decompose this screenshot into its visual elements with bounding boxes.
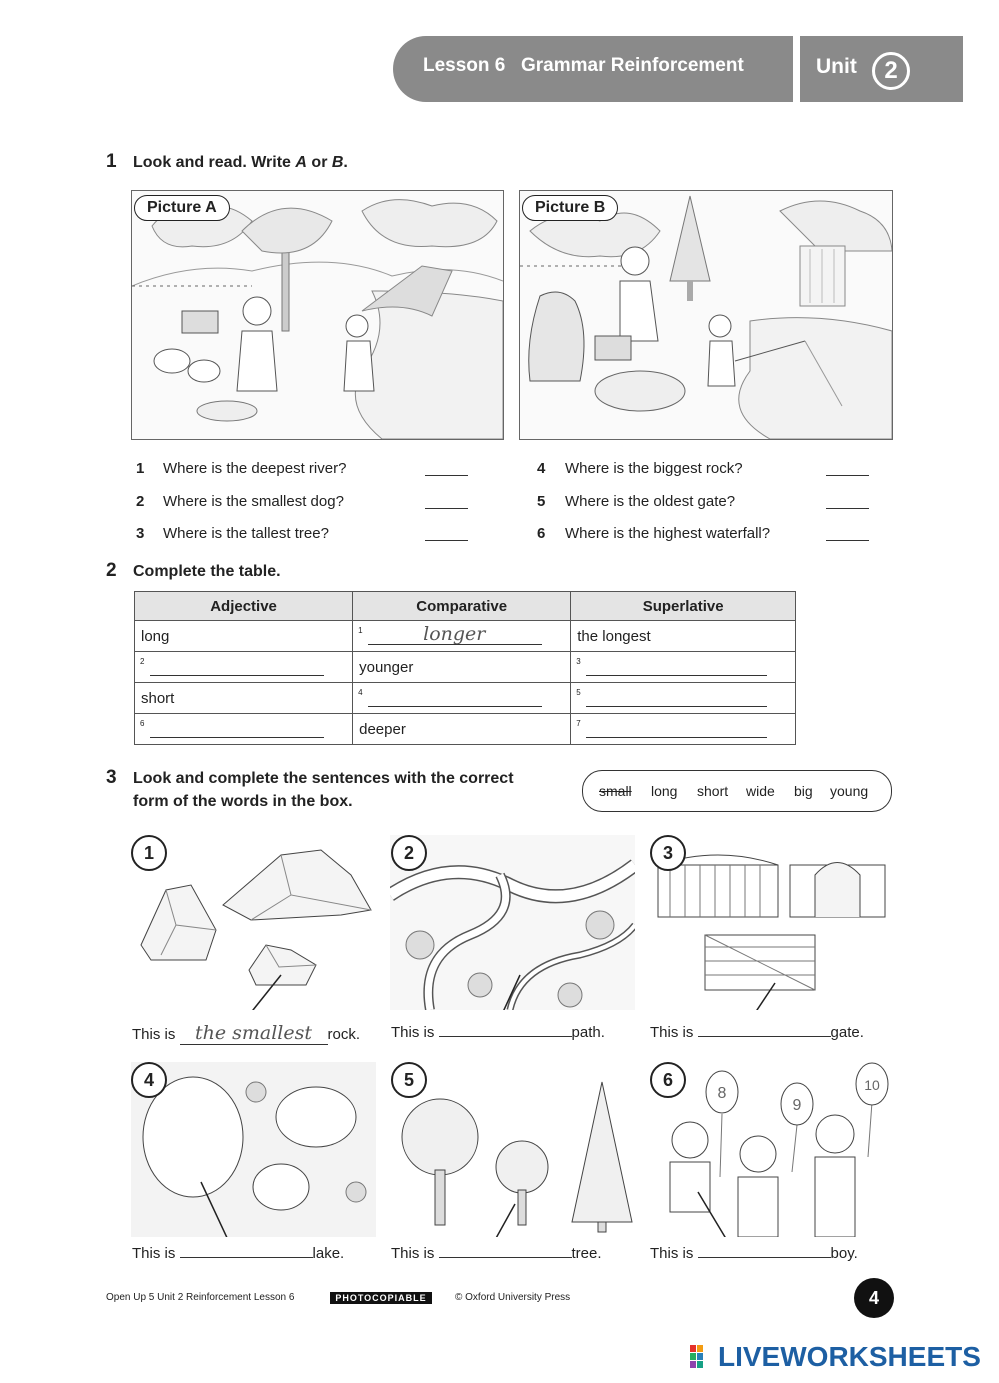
- section-2-number: 2: [106, 560, 117, 581]
- question-5-number: 5: [537, 493, 546, 510]
- lesson-number: Lesson 6: [423, 55, 506, 76]
- question-1-answer-blank[interactable]: [425, 475, 468, 476]
- example-answer: longer: [423, 623, 486, 645]
- unit-label: Unit: [816, 55, 857, 78]
- section-1-instruction: Look and read. Write A or B.: [133, 154, 348, 171]
- item-5-sentence: This is tree.: [391, 1245, 602, 1262]
- lakes-illustration: [131, 1062, 376, 1237]
- cell-superlative[interactable]: [571, 683, 796, 714]
- table-row: [135, 621, 796, 652]
- cell-adjective: long: [135, 621, 353, 652]
- footer-copyright: © Oxford University Press: [455, 1292, 571, 1303]
- cell-superlative: the longest: [571, 621, 796, 652]
- item-5-number: 5: [391, 1062, 427, 1098]
- blank-number: 3: [576, 657, 581, 666]
- table-row: [135, 683, 796, 714]
- cell-adjective[interactable]: [135, 714, 353, 745]
- blank-number: 4: [358, 688, 363, 697]
- item-4-sentence: This is lake.: [132, 1245, 345, 1262]
- item-1-answer-line: [180, 1022, 328, 1045]
- word-long: long: [651, 783, 678, 799]
- question-3-answer-blank[interactable]: [425, 540, 468, 541]
- cell-comparative[interactable]: [353, 683, 571, 714]
- table-row: [135, 714, 796, 745]
- answer-line[interactable]: [586, 675, 767, 676]
- answer-line[interactable]: [150, 737, 324, 738]
- cell-adjective: short: [135, 683, 353, 714]
- unit-number: 2: [872, 52, 910, 90]
- page-number: 4: [854, 1278, 894, 1318]
- picture-b: [519, 190, 893, 440]
- picture-a-label: Picture A: [134, 195, 230, 221]
- item-2-sentence: This is path.: [391, 1024, 605, 1041]
- question-1-text: Where is the deepest river?: [163, 460, 347, 477]
- question-6-number: 6: [537, 525, 546, 542]
- cell-adjective[interactable]: [135, 652, 353, 683]
- item-5-answer-line[interactable]: [439, 1243, 572, 1258]
- question-5-answer-blank[interactable]: [826, 508, 869, 509]
- question-4-text: Where is the biggest rock?: [565, 460, 743, 477]
- cell-superlative[interactable]: [571, 652, 796, 683]
- header-comparative: Comparative: [353, 592, 571, 621]
- question-2-answer-blank[interactable]: [425, 508, 468, 509]
- picture-b-illustration: [520, 191, 892, 439]
- cell-comparative: younger: [353, 652, 571, 683]
- lesson-header: [393, 36, 793, 102]
- header-superlative: Superlative: [571, 592, 796, 621]
- section-3-number: 3: [106, 767, 117, 788]
- picture-a-illustration: [132, 191, 503, 439]
- question-2-text: Where is the smallest dog?: [163, 493, 344, 510]
- word-short: short: [697, 783, 729, 799]
- answer-line[interactable]: [586, 706, 767, 707]
- boys-illustration: [650, 1062, 895, 1237]
- item-1-number: 1: [131, 835, 167, 871]
- blank-number: 2: [140, 657, 145, 666]
- gates-illustration: [650, 835, 895, 1010]
- answer-line[interactable]: [586, 737, 767, 738]
- liveworksheets-logo-icon: [690, 1345, 712, 1369]
- word-small: small: [599, 783, 632, 799]
- item-3-sentence: This is gate.: [650, 1024, 864, 1041]
- question-5-text: Where is the oldest gate?: [565, 493, 736, 510]
- item-6-number: 6: [650, 1062, 686, 1098]
- balloon-9: 9: [792, 1097, 802, 1114]
- footer-book: Open Up 5 Unit 2 Reinforcement Lesson 6: [106, 1292, 295, 1303]
- item-3-number: 3: [650, 835, 686, 871]
- balloon-8: 8: [717, 1085, 727, 1102]
- blank-number: 6: [140, 719, 145, 728]
- cell-comparative: [353, 621, 571, 652]
- item-6-answer-line[interactable]: [698, 1243, 831, 1258]
- blank-number: 7: [576, 719, 581, 728]
- item-1-sentence: This is the smallest rock.: [132, 1022, 361, 1044]
- cell-superlative[interactable]: [571, 714, 796, 745]
- word-box: [582, 770, 892, 812]
- item-4-number: 4: [131, 1062, 167, 1098]
- word-wide: wide: [746, 783, 775, 799]
- picture-b-label: Picture B: [522, 195, 618, 221]
- table-row: [135, 652, 796, 683]
- picture-a: [131, 190, 504, 440]
- question-6-answer-blank[interactable]: [826, 540, 869, 541]
- header-adjective: Adjective: [135, 592, 353, 621]
- question-6-text: Where is the highest waterfall?: [565, 525, 771, 542]
- unit-header: [800, 36, 963, 102]
- item-1-example-answer: the smallest: [194, 1022, 313, 1044]
- adjective-table: [134, 591, 796, 745]
- rocks-illustration: [131, 835, 376, 1010]
- question-3-text: Where is the tallest tree?: [163, 525, 329, 542]
- lesson-title: Grammar Reinforcement: [521, 55, 744, 76]
- question-3-number: 3: [136, 525, 145, 542]
- answer-line[interactable]: [368, 706, 542, 707]
- item-2-number: 2: [391, 835, 427, 871]
- answer-line[interactable]: [150, 675, 324, 676]
- paths-illustration: [390, 835, 635, 1010]
- question-1-number: 1: [136, 460, 145, 477]
- section-3-instruction: Look and complete the sentences with the correct form of the words in the box.: [133, 770, 514, 810]
- blank-number: 1: [358, 626, 363, 635]
- question-2-number: 2: [136, 493, 145, 510]
- answer-line: [368, 644, 542, 645]
- liveworksheets-watermark[interactable]: LIVEWORKSHEETS: [718, 1341, 981, 1372]
- photocopiable-badge: PHOTOCOPIABLE: [330, 1292, 432, 1304]
- item-6-sentence: This is boy.: [650, 1245, 858, 1262]
- item-3-answer-line[interactable]: [698, 1022, 831, 1037]
- trees-illustration: [390, 1062, 635, 1237]
- question-4-answer-blank[interactable]: [826, 475, 869, 476]
- section-2-instruction: Complete the table.: [133, 563, 281, 580]
- item-2-answer-line[interactable]: [439, 1022, 572, 1037]
- word-young: young: [830, 783, 869, 799]
- item-4-answer-line[interactable]: [180, 1243, 313, 1258]
- question-4-number: 4: [537, 460, 546, 477]
- blank-number: 5: [576, 688, 581, 697]
- cell-comparative: deeper: [353, 714, 571, 745]
- balloon-10: 10: [864, 1077, 880, 1093]
- word-big: big: [794, 783, 813, 799]
- section-1-number: 1: [106, 151, 117, 172]
